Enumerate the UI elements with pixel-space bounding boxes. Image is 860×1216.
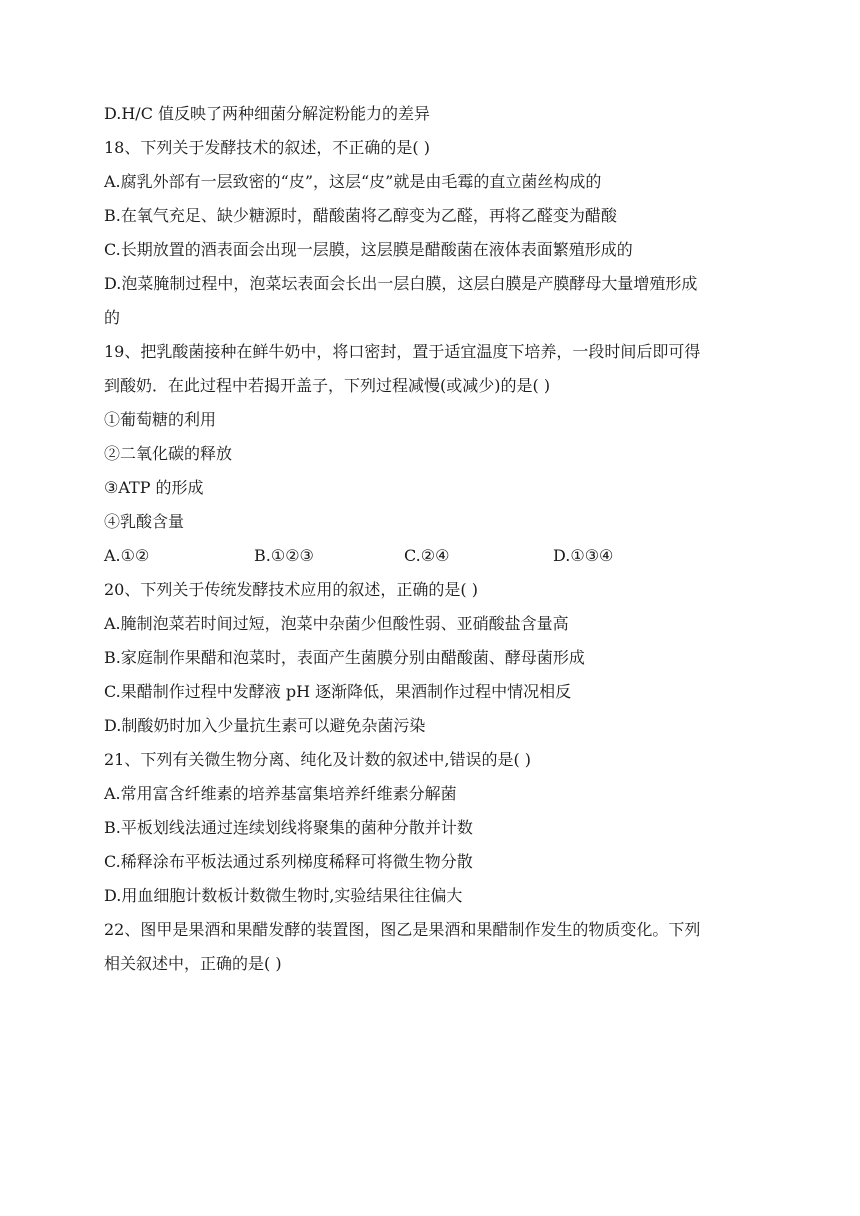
q19-item-2: ②二氧化碳的释放: [104, 444, 233, 463]
q18-option-c: C.长期放置的酒表面会出现一层膜，这层膜是醋酸菌在液体表面繁殖形成的: [104, 240, 633, 259]
q20-option-a: A.腌制泡菜若时间过短，泡菜中杂菌少但酸性弱、亚硝酸盐含量高: [104, 614, 569, 633]
q19-item-3: ③ATP 的形成: [104, 478, 204, 497]
q19-option-d: D.①③④: [553, 546, 614, 565]
q22-stem: 22、图甲是果酒和果醋发酵的装置图，图乙是果酒和果醋制作发生的物质变化。下列: [104, 920, 701, 939]
q21-stem: 21、下列有关微生物分离、纯化及计数的叙述中,错误的是( ): [104, 750, 532, 769]
q20-option-d: D.制酸奶时加入少量抗生素可以避免杂菌污染: [104, 716, 426, 735]
q19-item-1: ①葡萄糖的利用: [104, 410, 217, 429]
q21-option-a: A.常用富含纤维素的培养基富集培养纤维素分解菌: [104, 784, 457, 803]
q21-option-b: B.平板划线法通过连续划线将聚集的菌种分散并计数: [104, 818, 473, 837]
q19-item-4: ④乳酸含量: [104, 512, 185, 531]
q18-option-d-continued: 的: [104, 308, 121, 327]
q20-stem: 20、下列关于传统发酵技术应用的叙述，正确的是( ): [104, 580, 478, 599]
q22-stem-continued: 相关叙述中，正确的是( ): [104, 954, 282, 973]
q19-option-b: B.①②③: [254, 546, 314, 565]
q20-option-c: C.果醋制作过程中发酵液 pH 逐渐降低，果酒制作过程中情况相反: [104, 682, 572, 701]
q17-option-d: D.H/C 值反映了两种细菌分解淀粉能力的差异: [104, 104, 431, 123]
q18-option-a: A.腐乳外部有一层致密的“皮”，这层“皮”就是由毛霉的直立菌丝构成的: [104, 172, 602, 191]
q21-option-c: C.稀释涂布平板法通过系列梯度稀释可将微生物分散: [104, 852, 473, 871]
q18-stem: 18、下列关于发酵技术的叙述，不正确的是( ): [104, 138, 430, 157]
q19-option-a: A.①②: [104, 546, 150, 565]
q18-option-b: B.在氧气充足、缺少糖源时，醋酸菌将乙醇变为乙醛，再将乙醛变为醋酸: [104, 206, 617, 225]
q19-option-c: C.②④: [404, 546, 450, 565]
q19-stem-continued: 到酸奶．在此过程中若揭开盖子，下列过程减慢(或减少)的是( ): [104, 376, 551, 395]
q20-option-b: B.家庭制作果醋和泡菜时，表面产生菌膜分别由醋酸菌、酵母菌形成: [104, 648, 585, 667]
q18-option-d: D.泡菜腌制过程中，泡菜坛表面会长出一层白膜，这层白膜是产膜酵母大量增殖形成: [104, 274, 698, 293]
q21-option-d: D.用血细胞计数板计数微生物时,实验结果往往偏大: [104, 886, 463, 905]
q19-stem: 19、把乳酸菌接种在鲜牛奶中，将口密封，置于适宜温度下培养，一段时间后即可得: [104, 342, 701, 361]
